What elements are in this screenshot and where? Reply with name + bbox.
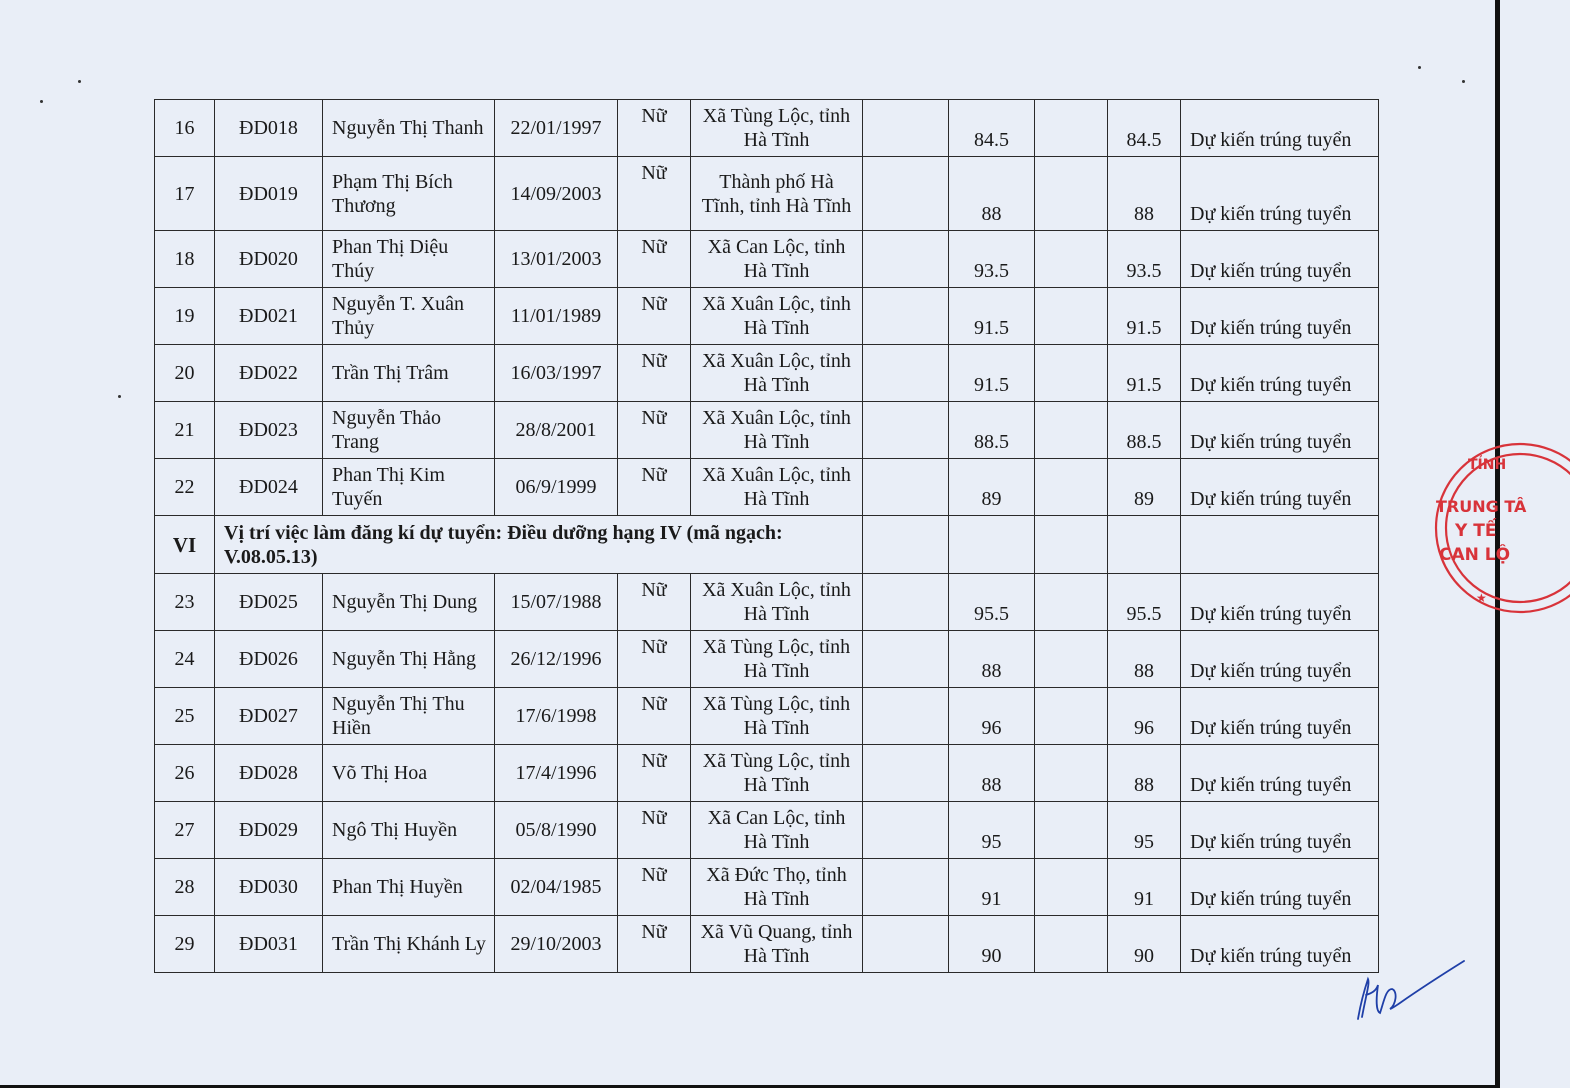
table-row [155,859,1379,916]
table-row [155,916,1379,973]
gender-cell: Nữ [618,231,691,288]
empty-cell [863,631,949,688]
candidate-code-cell: ĐD026 [215,631,323,688]
row-number-cell: 19 [155,288,215,345]
empty-cell [1181,516,1379,574]
address-cell: Xã Can Lộc, tỉnh Hà Tĩnh [691,802,863,859]
empty-cell [863,802,949,859]
empty-cell [863,859,949,916]
birth-date-cell: 15/07/1988 [495,574,618,631]
empty-cell [1035,631,1108,688]
candidate-code-cell: ĐD021 [215,288,323,345]
birth-date-cell: 17/4/1996 [495,745,618,802]
table-row [155,574,1379,631]
table-row [155,288,1379,345]
result-cell: Dự kiến trúng tuyển [1181,402,1379,459]
table-row [155,745,1379,802]
birth-date-cell: 22/01/1997 [495,100,618,157]
table-row [155,402,1379,459]
score-cell: 93.5 [949,231,1035,288]
result-cell: Dự kiến trúng tuyển [1181,859,1379,916]
candidate-code-cell: ĐD029 [215,802,323,859]
empty-cell [863,288,949,345]
total-score-cell: 95.5 [1108,574,1181,631]
empty-cell [1035,802,1108,859]
candidate-name-cell: Nguyễn Thị Dung [323,574,495,631]
address-cell: Xã Tùng Lộc, tỉnh Hà Tĩnh [691,100,863,157]
address-cell: Xã Can Lộc, tỉnh Hà Tĩnh [691,231,863,288]
empty-cell [863,100,949,157]
scan-speck [118,395,121,398]
section-title: Vị trí việc làm đăng kí dự tuyển: Điều dưỡng hạng IV (mã ngạch: V.08.05.13) [215,516,863,574]
total-score-cell: 91.5 [1108,288,1181,345]
candidate-name-cell: Nguyễn Thảo Trang [323,402,495,459]
empty-cell [1035,345,1108,402]
total-score-cell: 89 [1108,459,1181,516]
signature-initials [1352,955,1472,1025]
score-cell: 91 [949,859,1035,916]
row-number-cell: 18 [155,231,215,288]
address-cell: Xã Tùng Lộc, tỉnh Hà Tĩnh [691,688,863,745]
row-number-cell: 20 [155,345,215,402]
empty-cell [863,157,949,231]
table-row [155,631,1379,688]
score-cell: 88.5 [949,402,1035,459]
empty-cell [1035,688,1108,745]
birth-date-cell: 14/09/2003 [495,157,618,231]
empty-cell [1035,916,1108,973]
empty-cell [863,574,949,631]
result-cell: Dự kiến trúng tuyển [1181,231,1379,288]
birth-date-cell: 28/8/2001 [495,402,618,459]
empty-cell [863,231,949,288]
address-cell: Xã Tùng Lộc, tỉnh Hà Tĩnh [691,631,863,688]
score-cell: 88 [949,745,1035,802]
stamp-star-icon: ★ [1476,591,1487,605]
candidate-name-cell: Phan Thị Huyền [323,859,495,916]
total-score-cell: 90 [1108,916,1181,973]
empty-cell [1035,231,1108,288]
section-code: VI [155,516,215,574]
total-score-cell: 88 [1108,631,1181,688]
score-cell: 91.5 [949,345,1035,402]
result-cell: Dự kiến trúng tuyển [1181,100,1379,157]
scan-speck [40,100,43,103]
candidate-rows-group-a [155,100,1379,516]
candidate-name-cell: Nguyễn T. Xuân Thủy [323,288,495,345]
empty-cell [1035,574,1108,631]
total-score-cell: 91 [1108,859,1181,916]
candidate-code-cell: ĐD022 [215,345,323,402]
total-score-cell: 95 [1108,802,1181,859]
scan-speck [78,80,81,83]
table-row [155,688,1379,745]
table-row [155,231,1379,288]
row-number-cell: 22 [155,459,215,516]
result-cell: Dự kiến trúng tuyển [1181,745,1379,802]
total-score-cell: 84.5 [1108,100,1181,157]
candidate-name-cell: Nguyễn Thị Thanh [323,100,495,157]
candidate-code-cell: ĐD024 [215,459,323,516]
result-cell: Dự kiến trúng tuyển [1181,288,1379,345]
row-number-cell: 21 [155,402,215,459]
row-number-cell: 27 [155,802,215,859]
stamp-line-1: TỈNH [1468,457,1507,473]
score-cell: 95 [949,802,1035,859]
address-cell: Xã Vũ Quang, tỉnh Hà Tĩnh [691,916,863,973]
score-cell: 88 [949,157,1035,231]
result-cell: Dự kiến trúng tuyển [1181,157,1379,231]
table-row [155,802,1379,859]
candidate-name-cell: Phạm Thị Bích Thương [323,157,495,231]
score-cell: 95.5 [949,574,1035,631]
total-score-cell: 88.5 [1108,402,1181,459]
address-cell: Thành phố Hà Tĩnh, tỉnh Hà Tĩnh [691,157,863,231]
empty-cell [1108,516,1181,574]
candidate-code-cell: ĐD031 [215,916,323,973]
gender-cell: Nữ [618,157,691,231]
score-cell: 91.5 [949,288,1035,345]
birth-date-cell: 05/8/1990 [495,802,618,859]
score-cell: 84.5 [949,100,1035,157]
gender-cell: Nữ [618,574,691,631]
candidate-name-cell: Trần Thị Trâm [323,345,495,402]
empty-cell [1035,100,1108,157]
candidate-name-cell: Phan Thị Kim Tuyến [323,459,495,516]
stamp-line-4: CAN LỘ [1439,545,1511,565]
candidate-code-cell: ĐD020 [215,231,323,288]
gender-cell: Nữ [618,745,691,802]
gender-cell: Nữ [618,459,691,516]
total-score-cell: 96 [1108,688,1181,745]
empty-cell [1035,516,1108,574]
birth-date-cell: 17/6/1998 [495,688,618,745]
gender-cell: Nữ [618,802,691,859]
address-cell: Xã Xuân Lộc, tỉnh Hà Tĩnh [691,574,863,631]
result-cell: Dự kiến trúng tuyển [1181,345,1379,402]
empty-cell [863,402,949,459]
row-number-cell: 29 [155,916,215,973]
row-number-cell: 26 [155,745,215,802]
candidate-name-cell: Phan Thị Diệu Thúy [323,231,495,288]
candidate-code-cell: ĐD018 [215,100,323,157]
score-cell: 96 [949,688,1035,745]
candidate-name-cell: Võ Thị Hoa [323,745,495,802]
result-cell: Dự kiến trúng tuyển [1181,631,1379,688]
table-row [155,100,1379,157]
address-cell: Xã Tùng Lộc, tỉnh Hà Tĩnh [691,745,863,802]
row-number-cell: 17 [155,157,215,231]
row-number-cell: 24 [155,631,215,688]
candidate-rows-group-b [155,574,1379,973]
section-header-row [155,516,1379,574]
birth-date-cell: 06/9/1999 [495,459,618,516]
result-cell: Dự kiến trúng tuyển [1181,459,1379,516]
address-cell: Xã Đức Thọ, tỉnh Hà Tĩnh [691,859,863,916]
total-score-cell: 93.5 [1108,231,1181,288]
empty-cell [1035,157,1108,231]
birth-date-cell: 13/01/2003 [495,231,618,288]
gender-cell: Nữ [618,100,691,157]
empty-cell [863,916,949,973]
result-cell: Dự kiến trúng tuyển [1181,916,1379,973]
address-cell: Xã Xuân Lộc, tỉnh Hà Tĩnh [691,402,863,459]
total-score-cell: 91.5 [1108,345,1181,402]
empty-cell [1035,859,1108,916]
score-cell: 89 [949,459,1035,516]
candidate-code-cell: ĐD028 [215,745,323,802]
empty-cell [863,345,949,402]
row-number-cell: 25 [155,688,215,745]
birth-date-cell: 29/10/2003 [495,916,618,973]
address-cell: Xã Xuân Lộc, tỉnh Hà Tĩnh [691,345,863,402]
candidate-code-cell: ĐD025 [215,574,323,631]
result-cell: Dự kiến trúng tuyển [1181,802,1379,859]
stamp-line-2: TRUNG TÂ [1436,497,1527,516]
gender-cell: Nữ [618,631,691,688]
empty-cell [863,516,949,574]
empty-cell [1035,288,1108,345]
total-score-cell: 88 [1108,745,1181,802]
empty-cell [1035,402,1108,459]
scan-speck [1418,66,1421,69]
gender-cell: Nữ [618,402,691,459]
scan-speck [1462,80,1465,83]
result-cell: Dự kiến trúng tuyển [1181,574,1379,631]
gender-cell: Nữ [618,916,691,973]
table-row [155,157,1379,231]
candidate-code-cell: ĐD019 [215,157,323,231]
table-row [155,345,1379,402]
score-cell: 88 [949,631,1035,688]
table-row [155,459,1379,516]
result-cell: Dự kiến trúng tuyển [1181,688,1379,745]
birth-date-cell: 11/01/1989 [495,288,618,345]
candidate-name-cell: Ngô Thị Huyền [323,802,495,859]
candidate-name-cell: Nguyễn Thị Hằng [323,631,495,688]
row-number-cell: 23 [155,574,215,631]
candidate-name-cell: Trần Thị Khánh Ly [323,916,495,973]
gender-cell: Nữ [618,859,691,916]
address-cell: Xã Xuân Lộc, tỉnh Hà Tĩnh [691,459,863,516]
candidate-code-cell: ĐD023 [215,402,323,459]
candidate-table [154,99,1379,973]
score-cell: 90 [949,916,1035,973]
empty-cell [863,745,949,802]
section-header-group [155,516,1379,574]
gender-cell: Nữ [618,688,691,745]
empty-cell [1035,745,1108,802]
birth-date-cell: 26/12/1996 [495,631,618,688]
gender-cell: Nữ [618,345,691,402]
candidate-name-cell: Nguyễn Thị Thu Hiền [323,688,495,745]
candidate-code-cell: ĐD030 [215,859,323,916]
candidate-code-cell: ĐD027 [215,688,323,745]
empty-cell [863,459,949,516]
row-number-cell: 16 [155,100,215,157]
total-score-cell: 88 [1108,157,1181,231]
empty-cell [863,688,949,745]
row-number-cell: 28 [155,859,215,916]
birth-date-cell: 02/04/1985 [495,859,618,916]
stamp-line-3: Y TẾ [1455,521,1497,541]
empty-cell [1035,459,1108,516]
address-cell: Xã Xuân Lộc, tỉnh Hà Tĩnh [691,288,863,345]
empty-cell [949,516,1035,574]
gender-cell: Nữ [618,288,691,345]
birth-date-cell: 16/03/1997 [495,345,618,402]
